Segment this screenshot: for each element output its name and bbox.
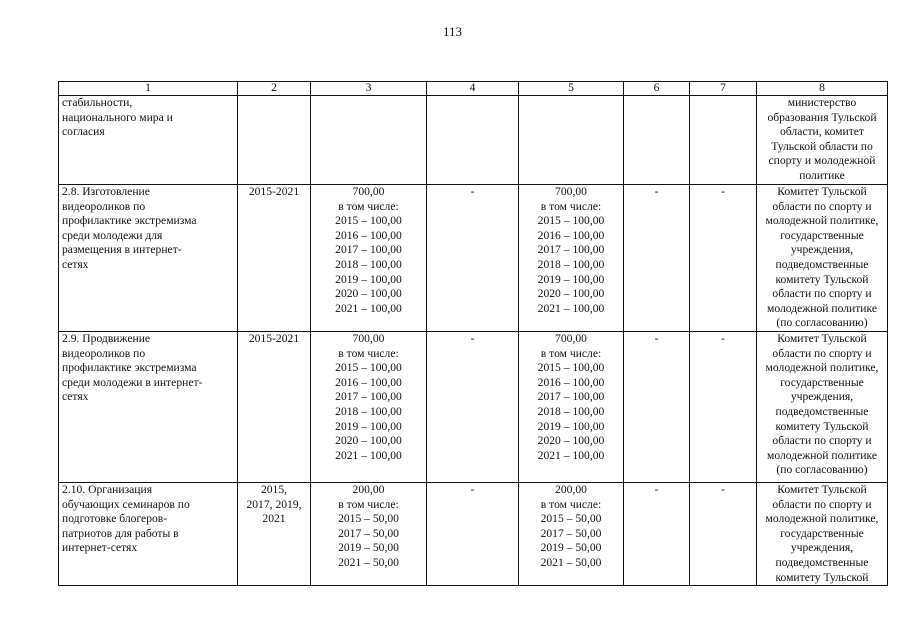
cell-line: 2021 – 50,00 bbox=[540, 555, 602, 569]
cell-line: 2019 – 100,00 bbox=[335, 272, 402, 286]
federal-budget-cell bbox=[427, 96, 519, 185]
cell-line: комитету Тульской bbox=[775, 419, 869, 433]
cell-line: подведомственные bbox=[775, 555, 869, 569]
local-budget-cell: - bbox=[624, 482, 690, 585]
extra-budget-cell: - bbox=[690, 482, 757, 585]
cell-line: 2016 – 100,00 bbox=[335, 228, 402, 242]
period-cell bbox=[238, 331, 311, 482]
cell-line: 2015 – 50,00 bbox=[540, 512, 602, 526]
cell-line: (по согласованию) bbox=[776, 463, 868, 477]
cell-line: 2015-2021 bbox=[248, 185, 300, 198]
local-budget-cell: - bbox=[624, 185, 690, 332]
cell-line: молодежной политике, bbox=[765, 512, 879, 526]
cell-line: 2021 – 100,00 bbox=[537, 301, 605, 315]
cell-line: 2020 – 100,00 bbox=[335, 287, 402, 301]
cell-line: 2021 – 50,00 bbox=[338, 555, 399, 569]
cell-line: подведомственные bbox=[775, 257, 869, 271]
measure-name-cell bbox=[59, 185, 238, 332]
cell-line: области по спорту и bbox=[772, 199, 872, 213]
cell-line: (по согласованию) bbox=[776, 316, 868, 330]
cell-line: 2018 – 100,00 bbox=[537, 404, 605, 418]
regional-budget-cell bbox=[519, 96, 624, 185]
total-funding-cell bbox=[311, 185, 427, 332]
regional-budget-cell bbox=[519, 331, 624, 482]
cell-line: комитету Тульской bbox=[775, 570, 869, 584]
cell-line: в том числе: bbox=[540, 346, 602, 360]
table-row bbox=[59, 331, 888, 482]
cell-line: 700,00 bbox=[352, 185, 385, 198]
cell-line: 2020 – 100,00 bbox=[537, 434, 605, 448]
cell-line: молодежной политике bbox=[767, 448, 877, 462]
local-budget-cell: - bbox=[624, 331, 690, 482]
program-table bbox=[58, 81, 888, 586]
cell-line: 700,00 bbox=[555, 331, 587, 345]
cell-line: политике bbox=[799, 168, 845, 182]
regional-budget-cell bbox=[519, 185, 624, 332]
period-cell bbox=[238, 482, 311, 585]
cell-line: 200,00 bbox=[555, 482, 587, 496]
cell-line: Комитет Тульской bbox=[777, 482, 867, 496]
cell-line: области, комитет bbox=[780, 125, 864, 139]
cell-line: в том числе: bbox=[338, 497, 399, 511]
cell-line: 2017 – 50,00 bbox=[540, 526, 602, 540]
cell-line: 2019 – 100,00 bbox=[537, 272, 605, 286]
column-number: 5 bbox=[519, 82, 624, 96]
cell-line: в том числе: bbox=[540, 497, 602, 511]
cell-line: 2020 – 100,00 bbox=[537, 287, 605, 301]
cell-line: размещения в интернет- bbox=[62, 243, 182, 257]
cell-line: спорту и молодежной bbox=[768, 154, 876, 168]
cell-line: видеороликов по bbox=[62, 346, 146, 360]
cell-line: согласия bbox=[62, 125, 105, 139]
cell-line: Тульской области по bbox=[771, 139, 873, 153]
cell-line: 2015 – 100,00 bbox=[537, 361, 605, 375]
cell-line: 2019 – 100,00 bbox=[335, 419, 402, 433]
cell-line: молодежной политике, bbox=[765, 361, 879, 375]
cell-line: области по спорту и bbox=[772, 287, 872, 301]
column-number: 2 bbox=[238, 82, 311, 96]
cell-line: 2021 – 100,00 bbox=[537, 448, 605, 462]
table-row bbox=[59, 185, 888, 332]
column-number: 3 bbox=[311, 82, 427, 96]
cell-line: 2017 – 100,00 bbox=[335, 390, 402, 404]
federal-budget-cell: - bbox=[427, 331, 519, 482]
cell-line: 2.8. Изготовление bbox=[62, 185, 150, 198]
cell-line: обучающих семинаров по bbox=[62, 497, 190, 511]
cell-line: среди молодежи в интернет- bbox=[62, 375, 203, 389]
column-number: 1 bbox=[59, 82, 238, 96]
cell-line: области по спорту и bbox=[772, 434, 872, 448]
cell-line: 2015 – 50,00 bbox=[338, 512, 399, 526]
cell-line: 2015 – 100,00 bbox=[335, 361, 402, 375]
measure-name-cell bbox=[59, 96, 238, 185]
cell-line: в том числе: bbox=[338, 346, 399, 360]
local-budget-cell bbox=[624, 96, 690, 185]
cell-line: в том числе: bbox=[338, 199, 399, 213]
cell-line: видеороликов по bbox=[62, 199, 146, 213]
federal-budget-cell: - bbox=[427, 482, 519, 585]
column-number: 4 bbox=[427, 82, 519, 96]
cell-line: 700,00 bbox=[352, 331, 385, 345]
executor-cell bbox=[757, 185, 888, 332]
cell-line: 200,00 bbox=[352, 482, 385, 496]
cell-line: молодежной политике bbox=[767, 301, 877, 315]
cell-line: образования Тульской bbox=[767, 110, 877, 124]
cell-line: комитету Тульской bbox=[775, 272, 869, 286]
column-number: 6 bbox=[624, 82, 690, 96]
cell-line: профилактике экстремизма bbox=[62, 214, 197, 228]
regional-budget-cell bbox=[519, 482, 624, 585]
page-number: 113 bbox=[442, 24, 463, 39]
cell-line: Комитет Тульской bbox=[777, 185, 867, 198]
federal-budget-cell: - bbox=[427, 185, 519, 332]
cell-line: подведомственные bbox=[775, 404, 869, 418]
cell-line: области по спорту и bbox=[772, 497, 872, 511]
cell-line: 2015, bbox=[260, 482, 288, 496]
extra-budget-cell: - bbox=[690, 185, 757, 332]
column-number-row bbox=[59, 82, 888, 96]
cell-line: среди молодежи для bbox=[62, 228, 163, 242]
cell-line: учреждения, bbox=[790, 243, 854, 257]
cell-line: 2017 – 100,00 bbox=[537, 243, 605, 257]
cell-line: 2021 bbox=[262, 512, 286, 526]
cell-line: патриотов для работы в bbox=[62, 526, 179, 540]
cell-line: сетях bbox=[62, 257, 89, 271]
cell-line: 2015 – 100,00 bbox=[335, 214, 402, 228]
table-row bbox=[59, 96, 888, 185]
cell-line: профилактике экстремизма bbox=[62, 361, 197, 375]
cell-line: учреждения, bbox=[790, 390, 854, 404]
cell-line: молодежной политике, bbox=[765, 214, 879, 228]
cell-line: 2.10. Организация bbox=[62, 482, 153, 496]
cell-line: учреждения, bbox=[790, 541, 854, 555]
cell-line: в том числе: bbox=[540, 199, 602, 213]
period-cell bbox=[238, 185, 311, 332]
extra-budget-cell: - bbox=[690, 331, 757, 482]
cell-line: 2017 – 50,00 bbox=[338, 526, 399, 540]
cell-line: 2019 – 50,00 bbox=[540, 541, 602, 555]
cell-line: 2021 – 100,00 bbox=[335, 301, 402, 315]
cell-line: государственные bbox=[780, 228, 864, 242]
column-number: 8 bbox=[757, 82, 888, 96]
cell-line: 2016 – 100,00 bbox=[335, 375, 402, 389]
cell-line: 2016 – 100,00 bbox=[537, 228, 605, 242]
measure-name-cell bbox=[59, 331, 238, 482]
cell-line: 2017 – 100,00 bbox=[537, 390, 605, 404]
cell-line: 2.9. Продвижение bbox=[62, 331, 151, 345]
column-number: 7 bbox=[690, 82, 757, 96]
extra-budget-cell bbox=[690, 96, 757, 185]
cell-line: министерство bbox=[787, 96, 857, 109]
cell-line: Комитет Тульской bbox=[777, 331, 867, 345]
cell-line: 2019 – 100,00 bbox=[537, 419, 605, 433]
cell-line: 700,00 bbox=[555, 185, 587, 198]
cell-line: 2018 – 100,00 bbox=[537, 257, 605, 271]
cell-line: государственные bbox=[780, 526, 864, 540]
executor-cell bbox=[757, 482, 888, 585]
cell-line: 2015 – 100,00 bbox=[537, 214, 605, 228]
cell-line: подготовке блогеров- bbox=[62, 512, 168, 526]
total-funding-cell bbox=[311, 96, 427, 185]
cell-line: национального мира и bbox=[62, 110, 173, 124]
cell-line: 2021 – 100,00 bbox=[335, 448, 402, 462]
table-row bbox=[59, 482, 888, 585]
cell-line: 2015-2021 bbox=[248, 331, 300, 345]
cell-line: 2019 – 50,00 bbox=[338, 541, 399, 555]
executor-cell bbox=[757, 96, 888, 185]
executor-cell bbox=[757, 331, 888, 482]
total-funding-cell bbox=[311, 331, 427, 482]
measure-name-cell bbox=[59, 482, 238, 585]
cell-line: стабильности, bbox=[62, 96, 133, 109]
cell-line: государственные bbox=[780, 375, 864, 389]
cell-line: интернет-сетях bbox=[62, 541, 138, 555]
cell-line: области по спорту и bbox=[772, 346, 872, 360]
cell-line: 2017, 2019, bbox=[246, 497, 302, 511]
cell-line: 2018 – 100,00 bbox=[335, 257, 402, 271]
period-cell bbox=[238, 96, 311, 185]
cell-line: 2020 – 100,00 bbox=[335, 434, 402, 448]
total-funding-cell bbox=[311, 482, 427, 585]
cell-line: 2018 – 100,00 bbox=[335, 404, 402, 418]
cell-line: сетях bbox=[62, 390, 89, 404]
cell-line: 2017 – 100,00 bbox=[335, 243, 402, 257]
cell-line: 2016 – 100,00 bbox=[537, 375, 605, 389]
